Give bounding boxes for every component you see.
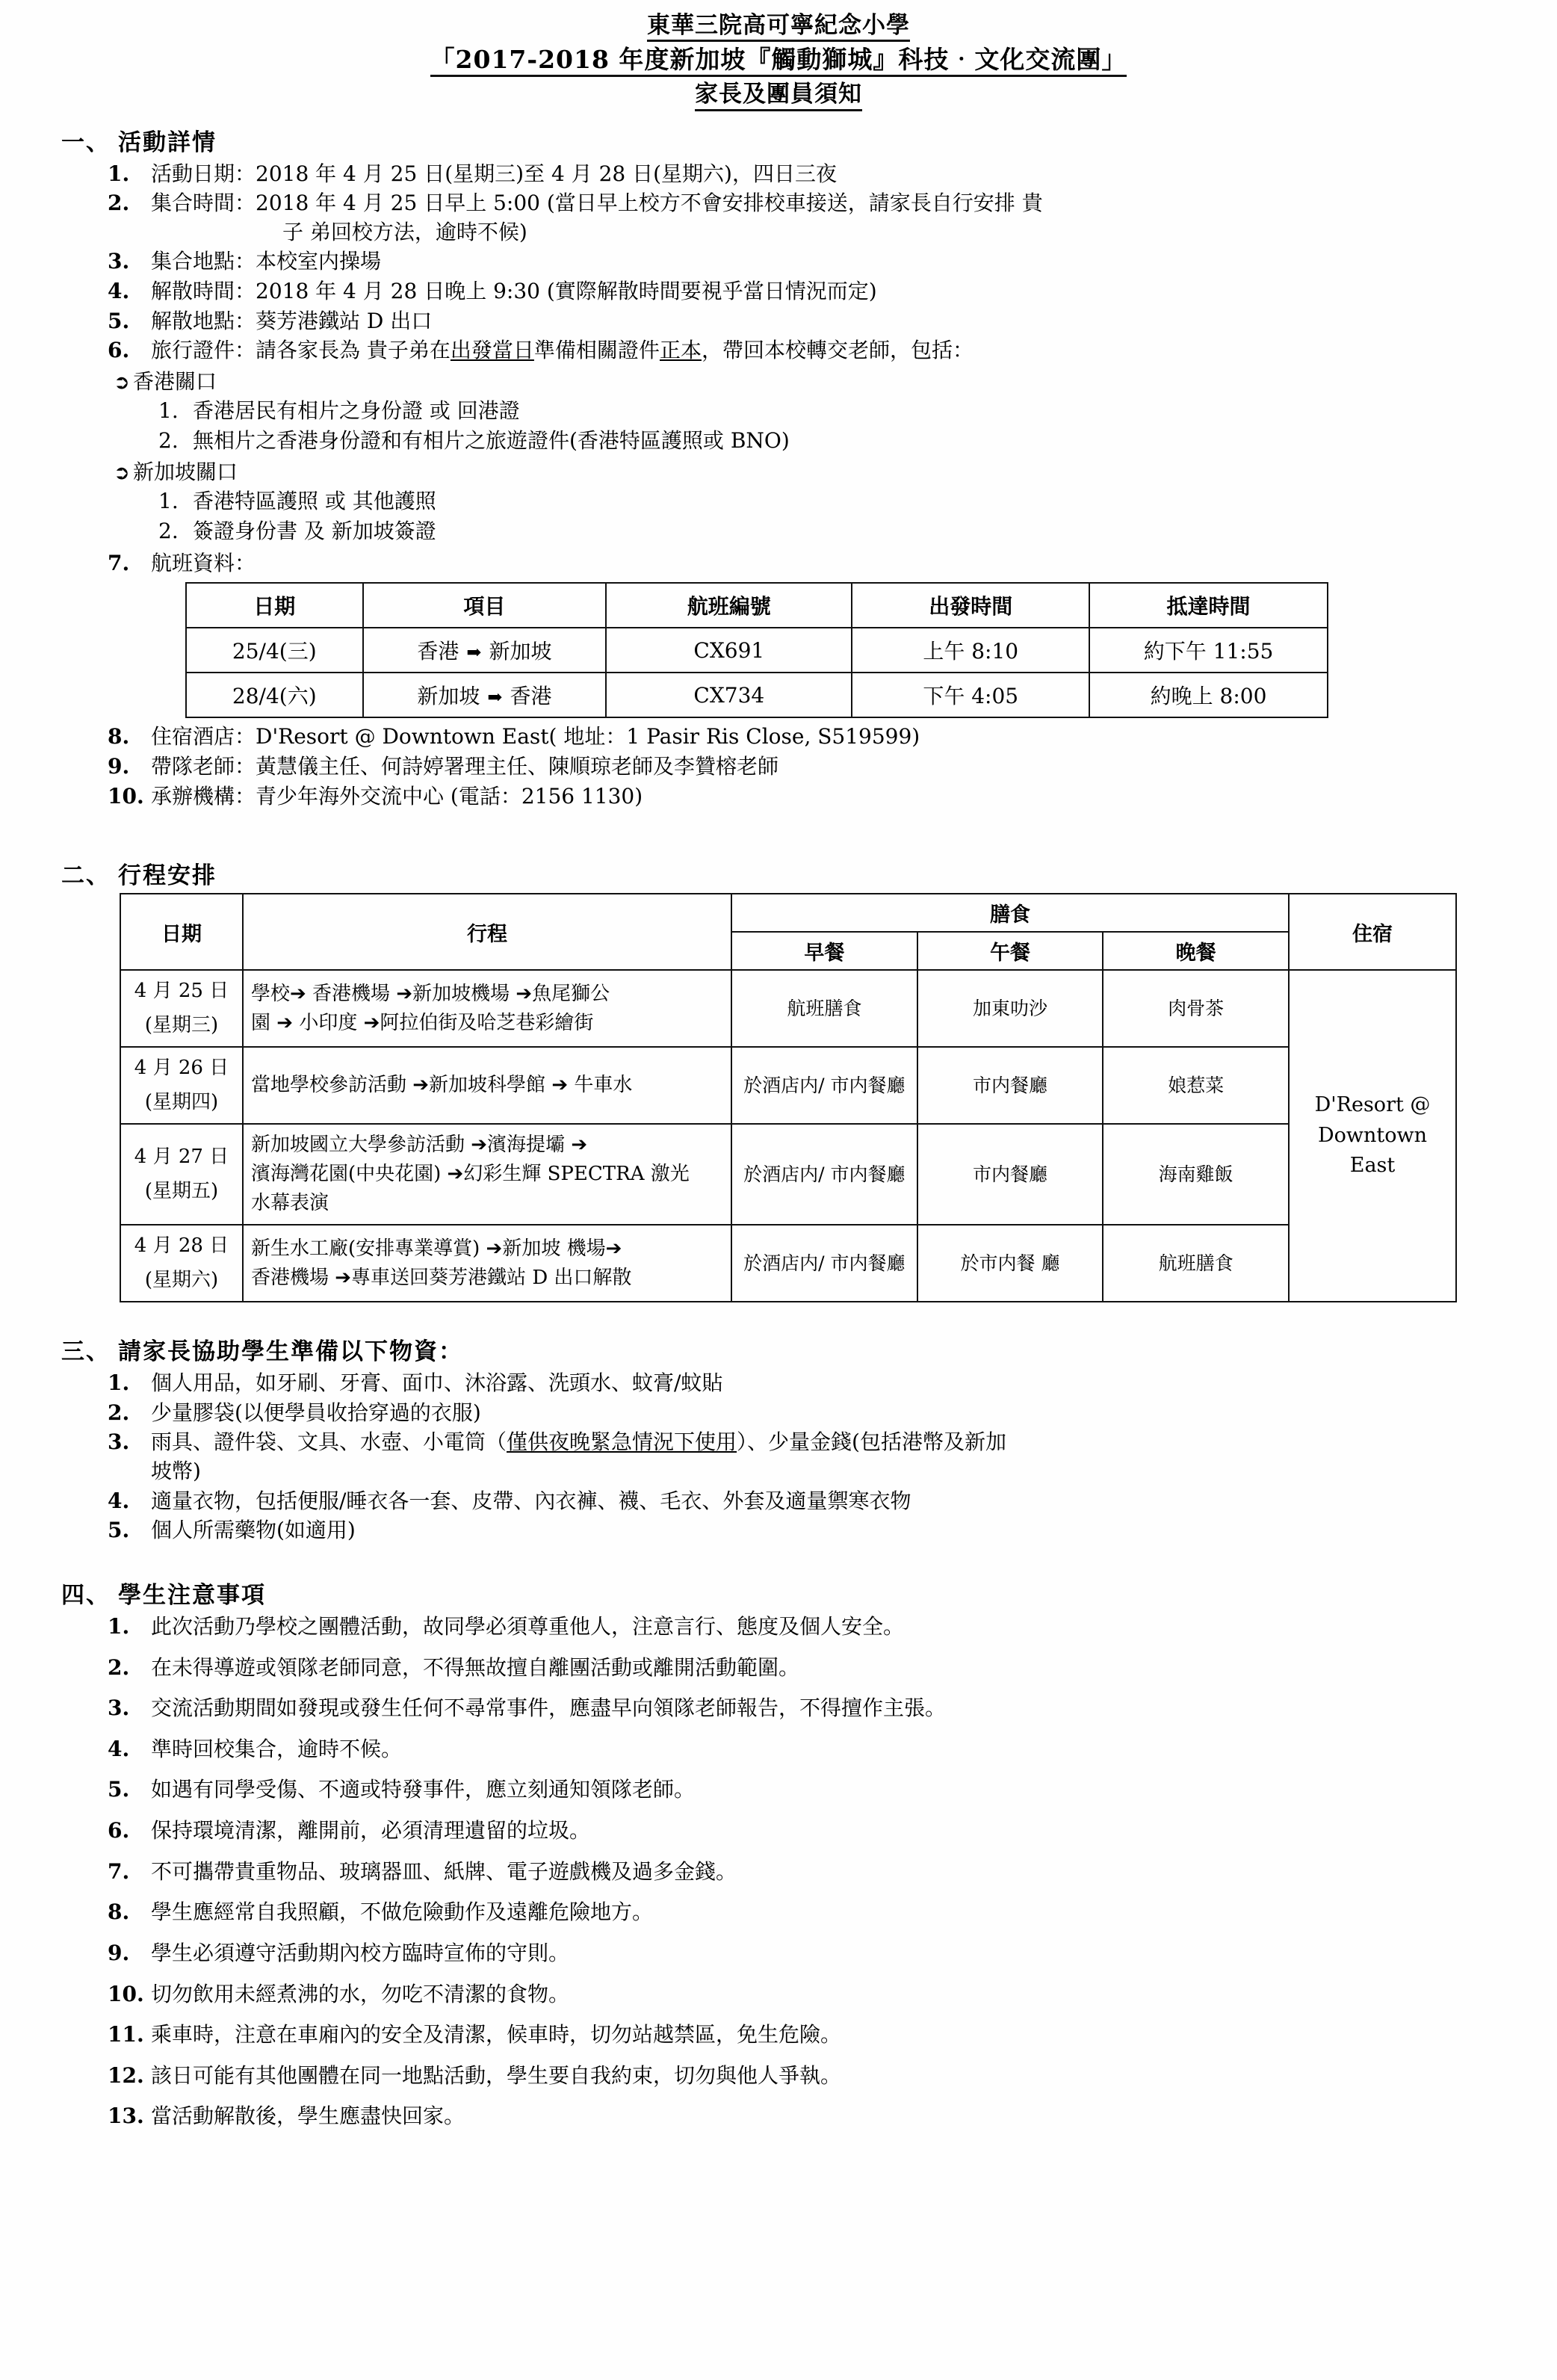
spacer xyxy=(45,812,1512,852)
cell-breakfast: 於酒店内/ 市内餐廳 xyxy=(731,1047,917,1124)
list-item xyxy=(108,247,1512,276)
item-number: 1. xyxy=(108,1370,130,1396)
item-text: 準時回校集合，逾時不候。 xyxy=(151,1736,403,1761)
route-line-1: 學校➔ 香港機場 ➔新加坡機場 ➔魚尾獅公 xyxy=(251,982,610,1005)
route-line-2: 香港機場 ➔專車送回葵芳港鐵站 D 出口解散 xyxy=(251,1266,632,1289)
cell-date xyxy=(120,1225,243,1302)
item-number: 1. xyxy=(158,398,179,424)
list-item xyxy=(108,2062,1512,2091)
table-row xyxy=(120,1047,1456,1124)
column-header-item: 項目 xyxy=(363,583,607,628)
item-number: 4. xyxy=(108,279,130,304)
date-line-1: 4 月 27 日 xyxy=(134,1146,229,1169)
table-header-row-top xyxy=(120,894,1456,932)
destination: 香港 xyxy=(510,684,552,709)
list-item xyxy=(108,1694,1512,1723)
list-item xyxy=(108,1980,1512,2009)
cell-date xyxy=(120,1124,243,1225)
list-item xyxy=(108,160,1512,189)
cell-route xyxy=(243,1124,731,1225)
item-text: 航班資料： xyxy=(151,550,256,575)
list-item xyxy=(108,2021,1512,2050)
item-text: 當活動解散後，學生應盡快回家。 xyxy=(151,2104,465,2129)
item-text: 個人用品，如牙刷、牙膏、面巾、沐浴露、洗頭水、蚊膏/蚊貼 xyxy=(151,1370,723,1396)
item-text-mid: 準備相關證件 xyxy=(533,338,660,363)
tour-title: 「2017-2018 年度新加坡『觸動獅城』科技‧文化交流團」 xyxy=(430,46,1127,77)
section-1-list xyxy=(45,160,1512,365)
cell-date xyxy=(120,970,243,1047)
cell-departure-time: 上午 8:10 xyxy=(852,628,1089,673)
item-number: 1. xyxy=(108,161,130,186)
item-text: 集合時間：2018 年 4 月 25 日早上 5:00 (當日早上校方不會安排校車接送，請家長自行安排 貴 xyxy=(151,191,1043,216)
cell-dinner: 航班膳食 xyxy=(1103,1225,1289,1302)
item-number: 2. xyxy=(158,518,179,543)
cell-date: 28/4(六) xyxy=(186,673,363,717)
column-header-accommodation: 住宿 xyxy=(1289,894,1456,970)
column-header-flight-no: 航班編號 xyxy=(606,583,852,628)
section-1-list-tail xyxy=(45,723,1512,811)
item-text: 交流活動期間如發現或發生任何不尋常事件，應盡早向領隊老師報告，不得擅作主張。 xyxy=(151,1696,947,1721)
flight-table xyxy=(185,582,1328,718)
documents-group-hongkong xyxy=(114,367,1512,456)
list-item xyxy=(108,1654,1512,1683)
cell-arrival-time: 約下午 11:55 xyxy=(1089,628,1328,673)
date-line-1: 4 月 25 日 xyxy=(134,980,229,1003)
item-number: 1. xyxy=(158,489,179,514)
item-text: 活動日期：2018 年 4 月 25 日(星期三)至 4 月 28 日(星期六)，四日三夜 xyxy=(151,161,837,186)
item-number: 8. xyxy=(108,1900,130,1925)
item-text: 學生必須遵守活動期內校方臨時宣佈的守則。 xyxy=(151,1940,570,1965)
item-text: 集合地點：本校室内操場 xyxy=(151,249,382,274)
item-number: 4. xyxy=(108,1488,130,1513)
cell-dinner: 海南雞飯 xyxy=(1103,1124,1289,1225)
list-item xyxy=(108,1735,1512,1764)
item-text-tail: ，帶回本校轉交老師，包括： xyxy=(701,338,973,363)
table-row xyxy=(186,628,1328,673)
item-text-underline-1: 僅供夜晚緊急情況下使用 xyxy=(507,1429,737,1455)
item-text-tail: ）、少量金錢(包括港幣及新加 xyxy=(737,1429,1006,1455)
item-number: 3. xyxy=(108,1429,130,1455)
route-line-2: 園 ➔ 小印度 ➔阿拉伯街及哈芝巷彩繪街 xyxy=(251,1011,594,1034)
cell-dinner: 娘惹菜 xyxy=(1103,1047,1289,1124)
item-number: 13. xyxy=(108,2104,144,2129)
section-2-title: 行程安排 xyxy=(118,862,217,890)
route-line-1: 新生水工廠(安排專業導賞) ➔新加坡 機場➔ xyxy=(251,1237,622,1260)
section-1-heading xyxy=(61,123,1512,157)
list-item xyxy=(158,426,1512,456)
cell-date xyxy=(120,1047,243,1124)
cell-accommodation: D'Resort @ Downtown East xyxy=(1289,970,1456,1302)
table-header-row xyxy=(186,583,1328,628)
list-item xyxy=(158,516,1512,546)
list-item-flight-info xyxy=(108,549,1512,578)
date-line-2: (星期四) xyxy=(144,1090,219,1113)
item-text: 少量膠袋(以便學員收拾穿過的衣服) xyxy=(151,1400,481,1425)
cell-route xyxy=(363,673,607,717)
section-2-heading xyxy=(61,856,1512,890)
cell-lunch: 市内餐廳 xyxy=(917,1124,1103,1225)
cell-date: 25/4(三) xyxy=(186,628,363,673)
list-item-teachers xyxy=(108,752,1512,782)
table-row xyxy=(120,1124,1456,1225)
section-4-heading xyxy=(61,1576,1512,1610)
list-item xyxy=(108,1898,1512,1927)
item-text: 學生應經常自我照顧，不做危險動作及遠離危險地方。 xyxy=(151,1900,654,1925)
table-row xyxy=(120,1225,1456,1302)
spacer xyxy=(45,1302,1512,1328)
group-list xyxy=(114,396,1512,456)
group-heading xyxy=(114,457,1512,486)
cell-arrival-time: 約晚上 8:00 xyxy=(1089,673,1328,717)
column-header-breakfast: 早餐 xyxy=(731,932,917,970)
item-text-underline-2: 正本 xyxy=(659,338,702,363)
item-number: 9. xyxy=(108,753,130,779)
item-text: 無相片之香港身份證和有相片之旅遊證件(香港特區護照或 BNO) xyxy=(193,428,790,454)
item-text-lead: 雨具、證件袋、文具、水壺、小電筒（ xyxy=(151,1429,507,1455)
item-text-continued: 子 弟回校方法，逾時不候) xyxy=(282,219,527,244)
list-item xyxy=(108,1858,1512,1887)
group-label: 新加坡關口 xyxy=(133,459,238,484)
item-number: 6. xyxy=(108,338,130,363)
list-item-hotel xyxy=(108,723,1512,752)
column-header-departure: 出發時間 xyxy=(852,583,1089,628)
table-row xyxy=(186,673,1328,717)
cell-lunch: 市内餐廳 xyxy=(917,1047,1103,1124)
list-item xyxy=(108,2102,1512,2131)
item-text: 在未得導遊或領隊老師同意，不得無故擅自離團活動或離開活動範圍。 xyxy=(151,1654,800,1680)
column-header-date: 日期 xyxy=(120,894,243,970)
item-text: 如遇有同學受傷、不適或特發事件，應立刻通知領隊老師。 xyxy=(151,1777,696,1802)
cell-departure-time: 下午 4:05 xyxy=(852,673,1089,717)
list-item xyxy=(108,1369,1512,1398)
group-list xyxy=(114,486,1512,546)
item-text-underline-1: 出發當日 xyxy=(450,338,534,363)
section-4-title: 學生注意事項 xyxy=(118,1581,266,1609)
item-text: 切勿飲用未經煮沸的水，勿吃不清潔的食物。 xyxy=(151,1981,570,2006)
item-text: 帶隊老師：黃慧儀主任、何詩婷署理主任、陳順琼老師及李贊榕老師 xyxy=(151,753,779,779)
list-item xyxy=(108,1939,1512,1968)
cell-route xyxy=(243,1047,731,1124)
list-item xyxy=(108,189,1512,247)
item-text: 解散時間：2018 年 4 月 28 日晚上 9:30 (實際解散時間要視乎當日情況而定) xyxy=(151,279,877,304)
cell-route xyxy=(363,628,607,673)
cell-route xyxy=(243,970,731,1047)
item-text: 簽證身份書 及 新加坡簽證 xyxy=(193,518,436,543)
list-item xyxy=(108,1775,1512,1805)
bullet-arrow-icon: ➲ xyxy=(114,371,130,394)
cell-route xyxy=(243,1225,731,1302)
column-header-meals: 膳食 xyxy=(731,894,1289,932)
cell-flight-number: CX734 xyxy=(606,673,852,717)
date-line-2: (星期五) xyxy=(144,1179,219,1202)
item-number: 7. xyxy=(108,550,130,575)
item-text: 適量衣物，包括便服/睡衣各一套、皮帶、內衣褲、襪、毛衣、外套及適量禦寒衣物 xyxy=(151,1488,911,1513)
section-1-number: 一、 xyxy=(61,129,111,156)
item-text: 該日可能有其他團體在同一地點活動，學生要自我約束，切勿與他人爭執。 xyxy=(151,2062,842,2088)
item-number: 2. xyxy=(108,1400,130,1425)
document-header xyxy=(45,13,1512,119)
item-text: 解散地點：葵芳港鐵站 D 出口 xyxy=(151,308,433,333)
item-text: 香港特區護照 或 其他護照 xyxy=(193,489,436,514)
item-number: 5. xyxy=(108,1518,130,1543)
date-line-2: (星期三) xyxy=(144,1013,219,1036)
item-text: 個人所需藥物(如適用) xyxy=(151,1518,356,1543)
cell-breakfast: 於酒店内/ 市内餐廳 xyxy=(731,1225,917,1302)
list-item xyxy=(108,1399,1512,1428)
column-header-arrival: 抵達時間 xyxy=(1089,583,1328,628)
route-line-2: 濱海灣花園(中央花園) ➔幻彩生輝 SPECTRA 激光 xyxy=(251,1163,690,1186)
list-item xyxy=(108,1428,1512,1486)
right-arrow-icon: ➡ xyxy=(466,642,482,664)
item-number: 3. xyxy=(108,1696,130,1721)
bullet-arrow-icon: ➲ xyxy=(114,461,130,484)
item-number: 5. xyxy=(108,308,130,333)
item-text: 保持環境清潔，離開前，必須清理遺留的垃圾。 xyxy=(151,1818,591,1843)
list-item xyxy=(108,1516,1512,1545)
list-item xyxy=(158,486,1512,516)
document-subtitle: 家長及團員須知 xyxy=(695,82,862,111)
item-number: 3. xyxy=(108,249,130,274)
cell-flight-number: CX691 xyxy=(606,628,852,673)
section-3-number: 三、 xyxy=(61,1338,111,1366)
item-number: 7. xyxy=(108,1858,130,1884)
item-number: 12. xyxy=(108,2062,144,2088)
section-1-title: 活動詳情 xyxy=(118,129,217,156)
section-4-number: 四、 xyxy=(61,1581,111,1609)
section-4-list xyxy=(45,1613,1512,2131)
flight-info-list xyxy=(45,549,1512,578)
item-number: 11. xyxy=(108,2022,144,2047)
list-item xyxy=(108,277,1512,306)
list-item xyxy=(108,1487,1512,1516)
item-number: 6. xyxy=(108,1818,130,1843)
group-label: 香港關口 xyxy=(133,368,217,394)
cell-breakfast: 於酒店内/ 市内餐廳 xyxy=(731,1124,917,1225)
item-number: 2. xyxy=(108,191,130,216)
list-item xyxy=(108,1817,1512,1846)
item-number: 4. xyxy=(108,1736,130,1761)
origin: 香港 xyxy=(417,639,459,664)
cell-lunch: 於市内餐 廳 xyxy=(917,1225,1103,1302)
cell-lunch: 加東叻沙 xyxy=(917,970,1103,1047)
route-line-3: 水幕表演 xyxy=(251,1192,329,1215)
date-line-1: 4 月 28 日 xyxy=(134,1234,229,1258)
section-3-heading xyxy=(61,1332,1512,1366)
item-text: 住宿酒店：D'Resort @ Downtown East( 地址：1 Pasir Ris Close, S519599) xyxy=(151,724,920,749)
item-text: 乘車時，注意在車廂內的安全及清潔，候車時，切勿站越禁區，免生危險。 xyxy=(151,2022,842,2047)
column-header-route: 行程 xyxy=(243,894,731,970)
itinerary-table xyxy=(120,893,1457,1302)
list-item xyxy=(108,1613,1512,1642)
item-number: 10. xyxy=(108,1981,144,2006)
item-text: 香港居民有相片之身份證 或 回港證 xyxy=(193,398,520,424)
list-item xyxy=(108,307,1512,336)
route-line-1: 當地學校參訪活動 ➔新加坡科學館 ➔ 牛車水 xyxy=(251,1074,633,1097)
destination: 新加坡 xyxy=(489,639,552,664)
section-3-title: 請家長協助學生準備以下物資： xyxy=(118,1338,463,1366)
item-number: 5. xyxy=(108,1777,130,1802)
table-row xyxy=(120,970,1456,1047)
column-header-date: 日期 xyxy=(186,583,363,628)
column-header-dinner: 晚餐 xyxy=(1103,932,1289,970)
section-3-list xyxy=(45,1369,1512,1545)
list-item-travel-documents xyxy=(108,336,1512,365)
route-line-1: 新加坡國立大學參訪活動 ➔濱海提壩 ➔ xyxy=(251,1134,588,1157)
item-number: 9. xyxy=(108,1940,130,1965)
item-text: 不可攜帶貴重物品、玻璃器皿、紙牌、電子遊戲機及過多金錢。 xyxy=(151,1858,737,1884)
item-number: 1. xyxy=(108,1613,130,1639)
item-number: 8. xyxy=(108,724,130,749)
list-item xyxy=(158,396,1512,426)
cell-dinner: 肉骨茶 xyxy=(1103,970,1289,1047)
group-heading xyxy=(114,367,1512,396)
origin: 新加坡 xyxy=(417,684,480,709)
item-text-lead: 旅行證件：請各家長為 貴子弟在 xyxy=(151,338,451,363)
item-number: 2. xyxy=(158,428,179,454)
documents-group-singapore xyxy=(114,457,1512,546)
date-line-2: (星期六) xyxy=(144,1268,219,1291)
right-arrow-icon: ➡ xyxy=(487,687,503,708)
section-2-number: 二、 xyxy=(61,862,111,890)
item-number: 10. xyxy=(108,783,144,809)
item-text: 此次活動乃學校之團體活動，故同學必須尊重他人，注意言行、態度及個人安全。 xyxy=(151,1613,905,1639)
cell-breakfast: 航班膳食 xyxy=(731,970,917,1047)
school-name: 東華三院高可寧紀念小學 xyxy=(647,13,910,42)
item-text: 承辦機構：青少年海外交流中心 (電話：2156 1130) xyxy=(151,783,643,809)
date-line-1: 4 月 26 日 xyxy=(134,1057,229,1080)
list-item-organiser xyxy=(108,782,1512,812)
spacer xyxy=(45,1546,1512,1571)
item-text-continued: 坡幣) xyxy=(151,1459,201,1484)
column-header-lunch: 午餐 xyxy=(917,932,1103,970)
item-number: 2. xyxy=(108,1654,130,1680)
